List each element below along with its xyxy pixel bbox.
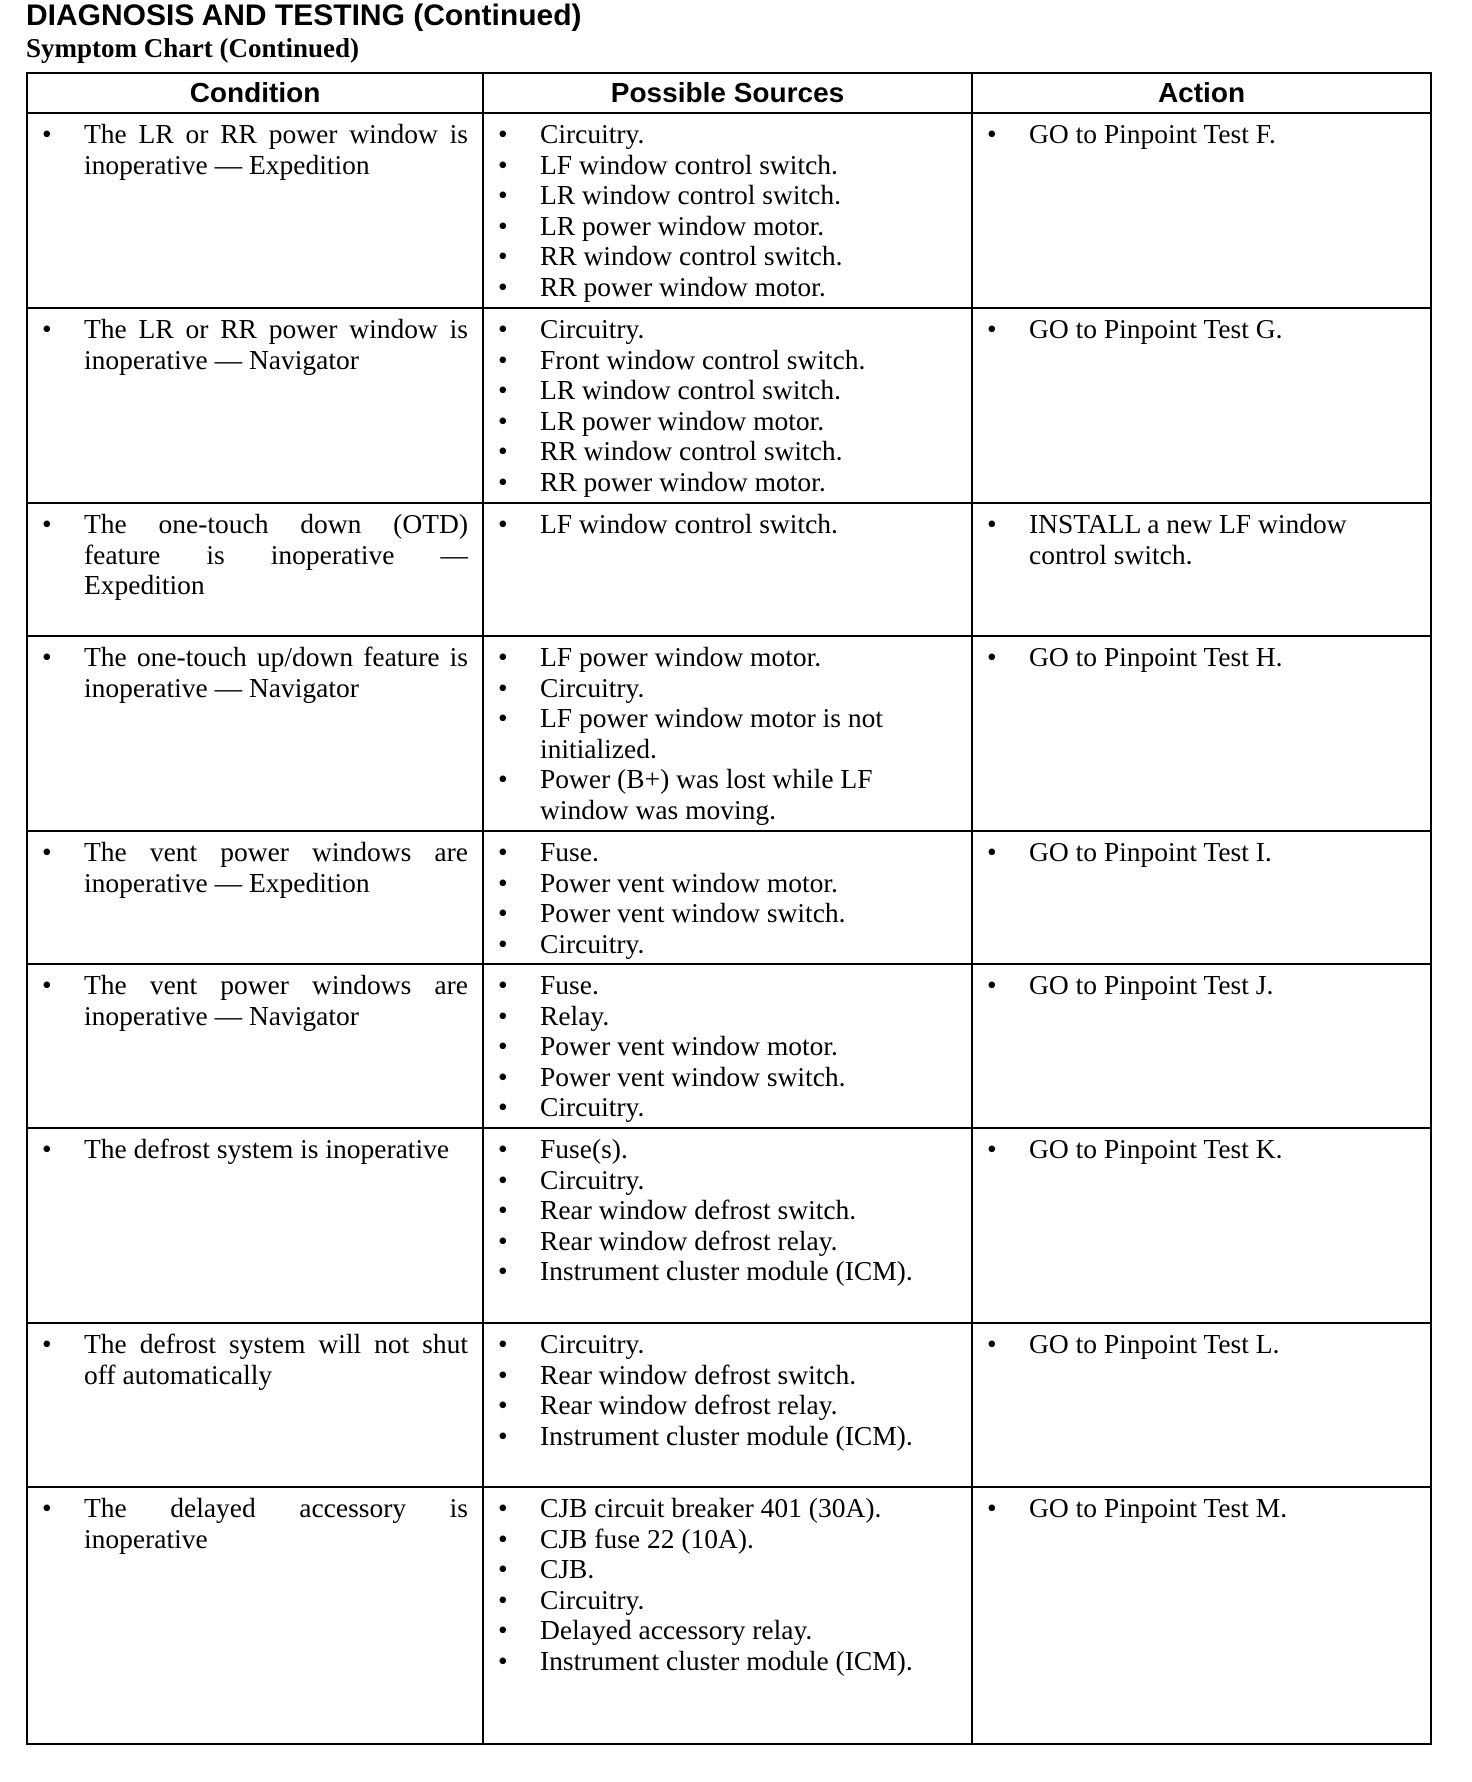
source-item	[484, 1062, 971, 1093]
bullet-icon: •	[987, 313, 997, 344]
condition-cell	[27, 636, 483, 831]
source-item-text: Rear window defrost switch.	[540, 1194, 857, 1225]
bullet-icon: •	[42, 641, 52, 672]
bullet-icon: •	[498, 343, 508, 375]
source-item-text: Delayed accessory relay.	[540, 1614, 813, 1645]
bullet-icon: •	[987, 1492, 997, 1523]
source-item-text: Circuitry.	[540, 927, 645, 959]
bullet-icon: •	[498, 1060, 508, 1092]
possible-sources-cell	[483, 1323, 972, 1487]
bullet-icon: •	[498, 508, 508, 539]
bullet-icon: •	[498, 118, 508, 149]
bullet-icon: •	[987, 836, 997, 867]
source-item-text: LR window control switch.	[540, 374, 841, 405]
bullet-icon: •	[42, 1492, 52, 1523]
source-item-text: Rear window defrost relay.	[540, 1389, 838, 1420]
bullet-icon: •	[498, 1133, 508, 1164]
source-item-text: Instrument cluster module (ICM).	[540, 1644, 913, 1676]
source-item	[484, 509, 971, 540]
table-header-row	[27, 73, 1431, 113]
action-cell	[972, 1487, 1431, 1744]
source-item	[484, 314, 971, 345]
condition-cell	[27, 503, 483, 636]
table-row	[27, 113, 1431, 308]
source-item	[484, 1360, 971, 1391]
source-item	[484, 673, 971, 704]
bullet-icon: •	[498, 270, 508, 302]
source-item-text: LF power window motor.	[540, 641, 822, 672]
bullet-icon: •	[42, 118, 52, 149]
bullet-icon: •	[42, 1133, 52, 1164]
bullet-icon: •	[498, 240, 508, 271]
source-item	[484, 1390, 971, 1421]
possible-sources-cell	[483, 1487, 972, 1744]
source-item	[484, 764, 971, 825]
bullet-icon: •	[498, 836, 508, 867]
bullet-icon: •	[498, 702, 508, 733]
bullet-icon: •	[498, 1419, 508, 1451]
condition-item	[28, 837, 482, 898]
source-item	[484, 150, 971, 181]
action-item	[973, 837, 1430, 868]
bullet-icon: •	[498, 1583, 508, 1615]
bullet-icon: •	[987, 1328, 997, 1359]
condition-cell	[27, 1487, 483, 1744]
bullet-icon: •	[498, 148, 508, 180]
table-body	[27, 113, 1431, 1744]
possible-sources-cell	[483, 1128, 972, 1323]
bullet-icon: •	[42, 969, 52, 1000]
condition-item-text: The vent power windows are inoperative — Navigator	[84, 969, 468, 1031]
action-cell	[972, 1323, 1431, 1487]
action-item	[973, 970, 1430, 1001]
condition-item-text: The delayed accessory is inoperative	[84, 1492, 468, 1554]
source-item	[484, 375, 971, 406]
possible-sources-cell	[483, 308, 972, 503]
bullet-icon: •	[498, 763, 508, 794]
source-item	[484, 868, 971, 899]
source-item-text: Circuitry.	[540, 1583, 645, 1615]
column-header-possible-sources: Possible Sources	[483, 73, 972, 113]
bullet-icon: •	[498, 866, 508, 898]
action-cell	[972, 503, 1431, 636]
condition-item-text: The LR or RR power window is inoperative — Expedition	[84, 118, 468, 180]
source-item-text: Circuitry.	[540, 1091, 645, 1122]
bullet-icon: •	[498, 1614, 508, 1645]
bullet-icon: •	[498, 1091, 508, 1122]
source-item-text: LF power window motor is not initialized.	[540, 702, 883, 764]
condition-item-text: The one-touch up/down feature is inoperative — Navigator	[84, 641, 468, 703]
possible-sources-cell	[483, 503, 972, 636]
condition-cell	[27, 308, 483, 503]
condition-item	[28, 970, 482, 1031]
action-item	[973, 1134, 1430, 1165]
bullet-icon: •	[987, 969, 997, 1000]
condition-item	[28, 1329, 482, 1390]
bullet-icon: •	[498, 1224, 508, 1256]
action-cell	[972, 113, 1431, 308]
action-item-text: GO to Pinpoint Test G.	[1029, 313, 1283, 344]
bullet-icon: •	[498, 1389, 508, 1420]
bullet-icon: •	[498, 1522, 508, 1554]
bullet-icon: •	[498, 435, 508, 466]
source-item-text: RR power window motor.	[540, 465, 826, 497]
bullet-icon: •	[498, 179, 508, 210]
source-item-text: Power vent window switch.	[540, 1060, 846, 1092]
bullet-icon: •	[498, 374, 508, 405]
action-cell	[972, 636, 1431, 831]
bullet-icon: •	[498, 897, 508, 928]
source-item	[484, 345, 971, 376]
condition-item	[28, 509, 482, 601]
source-item-text: LF window control switch.	[540, 508, 838, 539]
condition-item-text: The vent power windows are inoperative — Expedition	[84, 836, 468, 898]
source-item-text: Power (B+) was lost while LF window was moving.	[540, 763, 873, 825]
source-item-text: LR window control switch.	[540, 179, 841, 210]
condition-item-text: The LR or RR power window is inoperative — Navigator	[84, 313, 468, 375]
condition-cell	[27, 1323, 483, 1487]
source-item-text: Circuitry.	[540, 118, 645, 149]
action-item	[973, 509, 1430, 570]
source-item	[484, 1554, 971, 1585]
source-item	[484, 1585, 971, 1616]
bullet-icon: •	[498, 1644, 508, 1676]
source-item	[484, 241, 971, 272]
source-item-text: Instrument cluster module (ICM).	[540, 1255, 913, 1286]
source-item	[484, 642, 971, 673]
source-item-text: Power vent window switch.	[540, 897, 846, 928]
bullet-icon: •	[987, 118, 997, 149]
bullet-icon: •	[498, 1163, 508, 1195]
action-item	[973, 1329, 1430, 1360]
source-item-text: Power vent window motor.	[540, 866, 838, 898]
action-item	[973, 119, 1430, 150]
bullet-icon: •	[42, 1328, 52, 1359]
source-item-text: CJB circuit breaker 401 (30A).	[540, 1492, 882, 1523]
possible-sources-cell	[483, 636, 972, 831]
bullet-icon: •	[498, 1492, 508, 1523]
table-row	[27, 1128, 1431, 1323]
symptom-chart-table	[26, 72, 1432, 1745]
condition-item	[28, 119, 482, 180]
action-item-text: INSTALL a new LF window control switch.	[1029, 508, 1347, 570]
bullet-icon: •	[42, 508, 52, 539]
source-item-text: Circuitry.	[540, 1163, 645, 1195]
bullet-icon: •	[498, 969, 508, 1000]
condition-cell	[27, 831, 483, 964]
action-cell	[972, 964, 1431, 1128]
source-item-text: Rear window defrost relay.	[540, 1224, 838, 1256]
source-item	[484, 1493, 971, 1524]
condition-cell	[27, 113, 483, 308]
bullet-icon: •	[498, 671, 508, 703]
bullet-icon: •	[498, 1194, 508, 1225]
source-item	[484, 272, 971, 303]
action-item	[973, 314, 1430, 345]
action-item-text: GO to Pinpoint Test I.	[1029, 836, 1272, 867]
source-item	[484, 119, 971, 150]
table-row	[27, 636, 1431, 831]
source-item-text: Circuitry.	[540, 671, 645, 703]
bullet-icon: •	[498, 209, 508, 241]
source-item-text: CJB.	[540, 1553, 595, 1584]
action-item-text: GO to Pinpoint Test J.	[1029, 969, 1274, 1000]
column-header-condition: Condition	[27, 73, 483, 113]
source-item	[484, 1031, 971, 1062]
action-item-text: GO to Pinpoint Test H.	[1029, 641, 1283, 672]
source-item	[484, 1256, 971, 1287]
bullet-icon: •	[498, 404, 508, 436]
source-item-text: LR power window motor.	[540, 209, 825, 241]
bullet-icon: •	[498, 465, 508, 497]
bullet-icon: •	[498, 1328, 508, 1359]
source-item	[484, 1329, 971, 1360]
page-title: DIAGNOSIS AND TESTING (Continued)	[26, 0, 582, 32]
condition-item-text: The one-touch down (OTD) feature is inoperative — Expedition	[84, 508, 468, 600]
source-item-text: RR window control switch.	[540, 240, 843, 271]
source-item-text: LR power window motor.	[540, 404, 825, 436]
condition-item	[28, 642, 482, 703]
table-row	[27, 503, 1431, 636]
source-item-text: Power vent window motor.	[540, 1030, 838, 1061]
source-item	[484, 1001, 971, 1032]
bullet-icon: •	[498, 927, 508, 959]
source-item	[484, 211, 971, 242]
possible-sources-cell	[483, 964, 972, 1128]
source-item	[484, 703, 971, 764]
action-item-text: GO to Pinpoint Test L.	[1029, 1328, 1280, 1359]
source-item-text: Circuitry.	[540, 1328, 645, 1359]
source-item	[484, 436, 971, 467]
source-item-text: CJB fuse 22 (10A).	[540, 1522, 754, 1554]
action-cell	[972, 831, 1431, 964]
source-item	[484, 1134, 971, 1165]
bullet-icon: •	[498, 313, 508, 344]
action-cell	[972, 1128, 1431, 1323]
bullet-icon: •	[987, 641, 997, 672]
table-row	[27, 964, 1431, 1128]
source-item-text: Fuse(s).	[540, 1133, 628, 1164]
source-item	[484, 970, 971, 1001]
source-item	[484, 1226, 971, 1257]
page-subtitle: Symptom Chart (Continued)	[26, 33, 360, 63]
condition-item-text: The defrost system is inoperative	[84, 1133, 450, 1164]
action-item-text: GO to Pinpoint Test K.	[1029, 1133, 1283, 1164]
source-item-text: Fuse.	[540, 836, 599, 867]
table-row	[27, 1323, 1431, 1487]
source-item	[484, 1092, 971, 1123]
source-item	[484, 1195, 971, 1226]
source-item	[484, 467, 971, 498]
condition-cell	[27, 1128, 483, 1323]
bullet-icon: •	[42, 836, 52, 867]
source-item	[484, 180, 971, 211]
table-row	[27, 831, 1431, 964]
bullet-icon: •	[498, 1358, 508, 1390]
source-item	[484, 406, 971, 437]
source-item	[484, 898, 971, 929]
condition-item	[28, 1134, 482, 1165]
condition-item	[28, 1493, 482, 1554]
source-item-text: RR power window motor.	[540, 270, 826, 302]
bullet-icon: •	[42, 313, 52, 344]
bullet-icon: •	[498, 1030, 508, 1061]
possible-sources-cell	[483, 831, 972, 964]
column-header-action: Action	[972, 73, 1431, 113]
source-item-text: LF window control switch.	[540, 148, 838, 180]
action-item-text: GO to Pinpoint Test F.	[1029, 118, 1276, 149]
condition-item-text: The defrost system will not shut off automatically	[84, 1328, 468, 1390]
bullet-icon: •	[498, 641, 508, 672]
action-cell	[972, 308, 1431, 503]
table-row	[27, 1487, 1431, 1744]
source-item-text: Circuitry.	[540, 313, 645, 344]
source-item-text: Relay.	[540, 999, 610, 1031]
source-item-text: Rear window defrost switch.	[540, 1358, 857, 1390]
bullet-icon: •	[498, 1255, 508, 1286]
table-row	[27, 308, 1431, 503]
bullet-icon: •	[987, 1133, 997, 1164]
source-item	[484, 1615, 971, 1646]
source-item	[484, 837, 971, 868]
bullet-icon: •	[498, 999, 508, 1031]
action-item	[973, 1493, 1430, 1524]
source-item	[484, 929, 971, 960]
action-item-text: GO to Pinpoint Test M.	[1029, 1492, 1288, 1523]
possible-sources-cell	[483, 113, 972, 308]
condition-item	[28, 314, 482, 375]
source-item-text: RR window control switch.	[540, 435, 843, 466]
source-item-text: Front window control switch.	[540, 343, 866, 375]
action-item	[973, 642, 1430, 673]
source-item-text: Instrument cluster module (ICM).	[540, 1419, 913, 1451]
source-item	[484, 1646, 971, 1677]
bullet-icon: •	[498, 1553, 508, 1584]
source-item	[484, 1524, 971, 1555]
source-item	[484, 1421, 971, 1452]
bullet-icon: •	[987, 508, 997, 539]
condition-cell	[27, 964, 483, 1128]
source-item	[484, 1165, 971, 1196]
source-item-text: Fuse.	[540, 969, 599, 1000]
